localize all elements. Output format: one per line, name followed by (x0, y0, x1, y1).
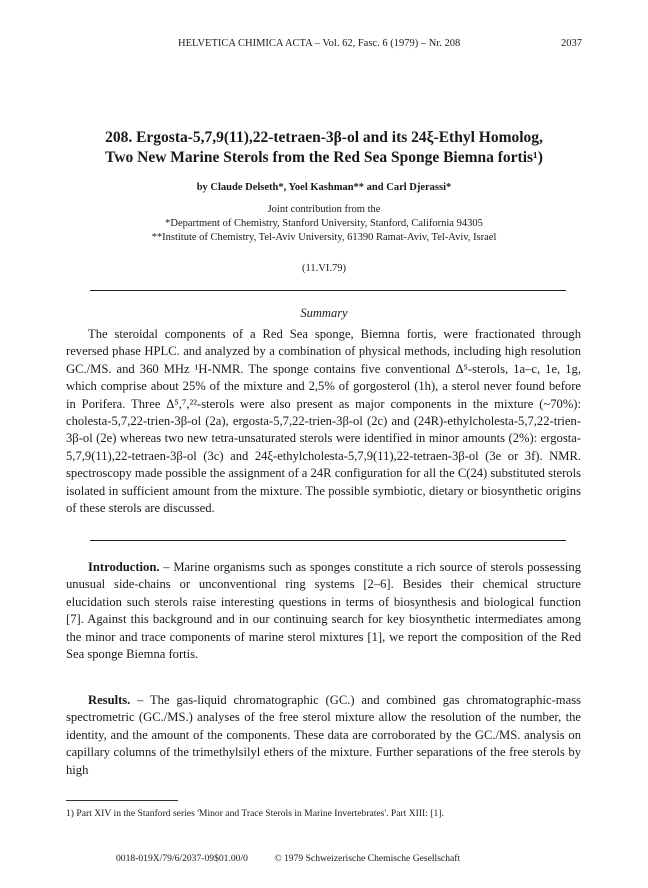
summary-text: The steroidal components of a Red Sea sponge, Biemna fortis, were fractionated through reversed phase HPLC. and analyzed by a combination of physical methods, including high resolution GC./MS. and 360 MHz ¹H-NMR. The sponge contains five conventional Δ⁵-sterols, 1a–c, 1e, 1g, which comprise about 25% of the mixture and 2,5% of gorgosterol (1h), a sterol never found before in Porifera. Three Δ⁵,⁷,²²-sterols were also present as major components in the mixture (~70%): cholesta-5,7,22-trien-3β-ol (2a), ergosta-5,7,22-trien-3β-ol (2c) and (24R)-ethylcholesta-5,7,22-trien-3β-ol (2e) whereas two new tetra-unsaturated sterols were identified in minor amounts (2%): ergosta-5,7,9(11),22-tetraen-3β-ol (3c) and 24ξ-ethylcholesta-5,7,9(11),22-tetraen-3β-ol (3e or 3f). NMR. spectroscopy made possible the assignment of a 24R configuration for all the C(24) substituted sterols isolated in sufficient amount from the mixture. The possible symbiotic, dietary or biosynthetic origins of these sterols are discussed. (66, 327, 581, 516)
footnote-text: Part XIV in the Stanford series 'Minor and Trace Sterols in Marine Invertebrates'. Part XIII: [1]. (76, 808, 444, 819)
summary-paragraph (66, 326, 581, 517)
introduction-text: – Marine organisms such as sponges constitute a rich source of sterols possessing unusual side-chains or unconventional ring systems [2–6]. Besides their chemical structure elucidation such sterols raise interesting questions in terms of biosynthesis and biological function [7]. Against this background and in our continuing search for key biosynthetic intermediates among the minor and trace components of marine sterol mixtures [1], we report the composition of the Red Sea sponge Biemna fortis. (66, 560, 581, 662)
issn-code: 0018-019X/79/6/2037-09$01.00/0 (116, 853, 248, 864)
affiliation-tel-aviv: **Institute of Chemistry, Tel-Aviv University, 61390 Ramat-Aviv, Tel-Aviv, Israel (151, 232, 497, 243)
results-paragraph (66, 692, 581, 779)
authors: by Claude Delseth*, Yoel Kashman** and Carl Djerassi* (196, 182, 452, 193)
footnote-marker: 1) (66, 808, 74, 819)
received-date: (11.VI.79) (302, 263, 346, 274)
page-number: 2037 (561, 38, 582, 49)
article-title (70, 128, 578, 168)
summary-bottom-rule (90, 540, 566, 541)
summary-heading: Summary (300, 306, 348, 320)
contribution-note: Joint contribution from the (267, 204, 381, 215)
affiliations (70, 203, 578, 245)
results-text: – The gas-liquid chromatographic (GC.) and combined gas chromatographic-mass spectrometric (GC./MS.) analyses of the free sterol mixture allow the resolution of the number, the identity, and the amount of the components. These data are corroborated by the GC./MS. analysis on capillary columns of the trimethylsilyl ethers of the mixture. Further separations of the free sterols by high (66, 693, 581, 777)
results-heading: Results. (88, 693, 131, 707)
introduction-paragraph (66, 559, 581, 663)
title-line-2: Two New Marine Sterols from the Red Sea Sponge Biemna fortis¹) (105, 149, 543, 166)
copyright: © 1979 Schweizerische Chemische Gesellschaft (274, 853, 461, 864)
journal-line: HELVETICA CHIMICA ACTA – Vol. 62, Fasc. 6 (1979) – Nr. 208 (178, 38, 461, 49)
title-line-1: 208. Ergosta-5,7,9(11),22-tetraen-3β-ol and its 24ξ-Ethyl Homolog, (105, 129, 543, 146)
page-footer (116, 853, 460, 864)
summary-top-rule (90, 290, 566, 291)
introduction-heading: Introduction. (88, 560, 160, 574)
running-header (120, 38, 582, 54)
footnote-rule (66, 800, 178, 801)
affiliation-stanford: *Department of Chemistry, Stanford University, Stanford, California 94305 (165, 218, 483, 229)
footnote (66, 808, 581, 819)
